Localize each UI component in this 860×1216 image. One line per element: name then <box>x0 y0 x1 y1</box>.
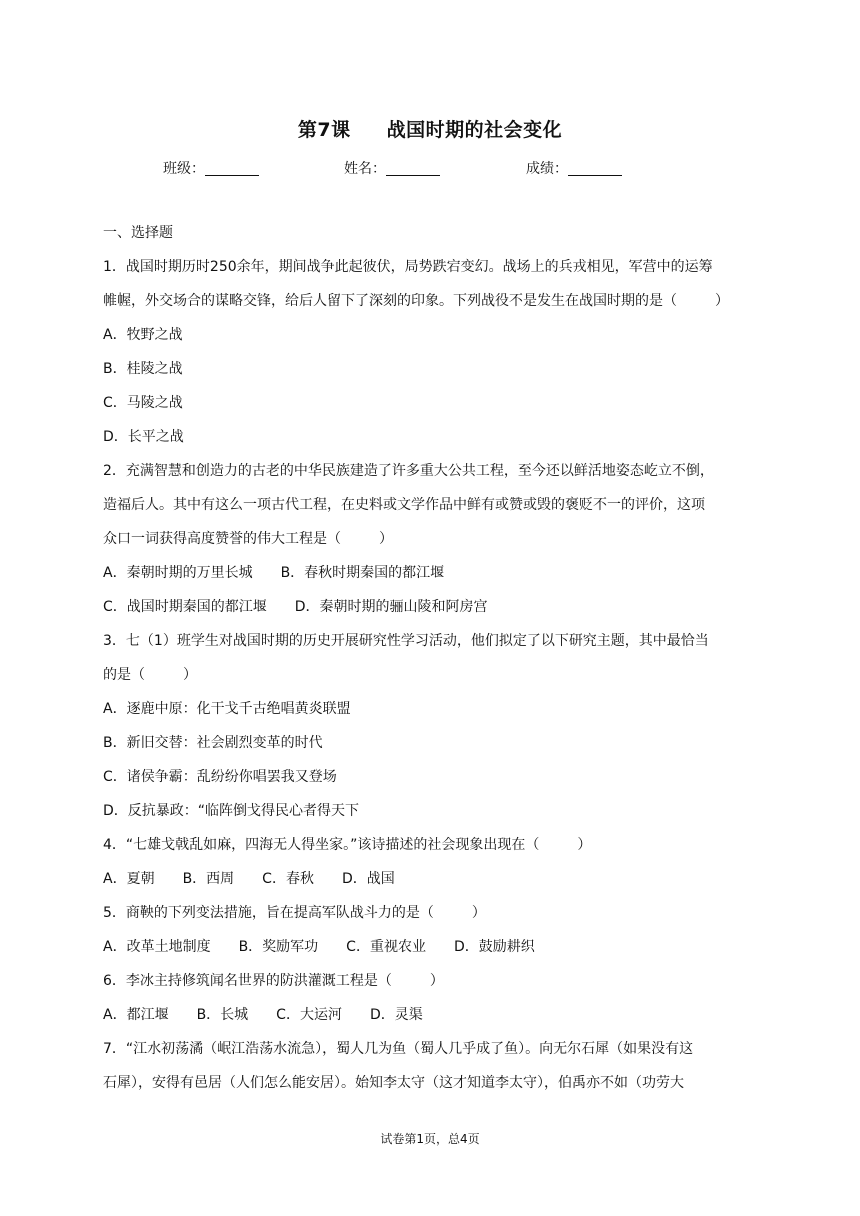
question-3-option-c: C．诸侯争霸：乱纷纷你唱罢我又登场 <box>103 769 337 785</box>
score-label: 成绩： <box>526 161 568 177</box>
question-1-option-b: B．桂陵之战 <box>103 361 183 377</box>
question-6-line-1: 6．李冰主持修筑闻名世界的防洪灌溉工程是（ ） <box>103 973 444 989</box>
question-5-line-1: 5．商鞅的下列变法措施，旨在提高军队战斗力的是（ ） <box>103 905 486 921</box>
question-5-options: A．改革土地制度 B．奖励军功 C．重视农业 D．鼓励耕织 <box>103 939 535 955</box>
class-label: 班级： <box>163 161 205 177</box>
question-3-option-b: B．新旧交替：社会剧烈变革的时代 <box>103 735 323 751</box>
page-title <box>0 115 860 142</box>
question-1-line-2: 帷幄，外交场合的谋略交锋，给后人留下了深刻的印象。下列战役不是发生在战国时期的是（ ） <box>103 293 729 309</box>
name-blank[interactable] <box>386 161 440 176</box>
lesson-title: 战国时期的社会变化 <box>386 119 563 141</box>
question-3-line-2: 的是（ ） <box>103 667 197 683</box>
score-blank[interactable] <box>568 161 622 176</box>
question-1-option-a: A．牧野之战 <box>103 327 183 343</box>
name-field <box>344 158 440 178</box>
question-2-line-1: 2．充满智慧和创造力的古老的中华民族建造了许多重大公共工程，至今还以鲜活地姿态屹立不倒， <box>103 463 714 479</box>
question-3-line-1: 3．七（1）班学生对战国时期的历史开展研究性学习活动，他们拟定了以下研究主题，其中最恰当 <box>103 633 709 649</box>
question-2-line-3: 众口一词获得高度赞誉的伟大工程是（ ） <box>103 531 393 547</box>
section-title: 一、选择题 <box>103 225 173 241</box>
question-2-options-row-1: A．秦朝时期的万里长城 B．春秋时期秦国的都江堰 <box>103 565 445 581</box>
question-3-option-a: A．逐鹿中原：化干戈千古绝唱黄炎联盟 <box>103 701 351 717</box>
question-3-option-d: D．反抗暴政：“临阵倒戈得民心者得天下 <box>103 803 360 819</box>
question-1-option-c: C．马陵之战 <box>103 395 183 411</box>
question-4-line-1: 4．“七雄戈戟乱如麻，四海无人得坐家。”该诗描述的社会现象出现在（ ） <box>103 837 592 853</box>
question-4-options: A．夏朝 B．西周 C．春秋 D．战国 <box>103 871 395 887</box>
question-6-options: A．都江堰 B．长城 C．大运河 D．灵渠 <box>103 1007 423 1023</box>
class-blank[interactable] <box>205 161 259 176</box>
question-1-line-1: 1．战国时期历时250余年，期间战争此起彼伏，局势跌宕变幻。战场上的兵戎相见，军营中的运筹 <box>103 259 713 275</box>
question-7-line-1: 7．“江水初荡潏（岷江浩荡水流急），蜀人几为鱼（蜀人几乎成了鱼）。向无尔石犀（如果没有这 <box>103 1041 694 1057</box>
question-2-line-2: 造福后人。其中有这么一项古代工程，在史料或文学作品中鲜有或赞或毁的褒贬不一的评价，这项 <box>103 497 705 513</box>
question-7-line-2: 石犀），安得有邑居（人们怎么能安居）。始知李太守（这才知道李太守），伯禹亦不如（功劳大 <box>103 1075 684 1091</box>
page-footer: 试卷第1页，总4页 <box>380 1132 480 1146</box>
class-field <box>163 158 259 178</box>
score-field <box>526 158 622 178</box>
question-1-option-d: D．长平之战 <box>103 429 184 445</box>
lesson-number: 第7课 <box>297 119 351 141</box>
question-2-options-row-2: C．战国时期秦国的都江堰 D．秦朝时期的骊山陵和阿房宫 <box>103 599 488 615</box>
name-label: 姓名： <box>344 161 386 177</box>
